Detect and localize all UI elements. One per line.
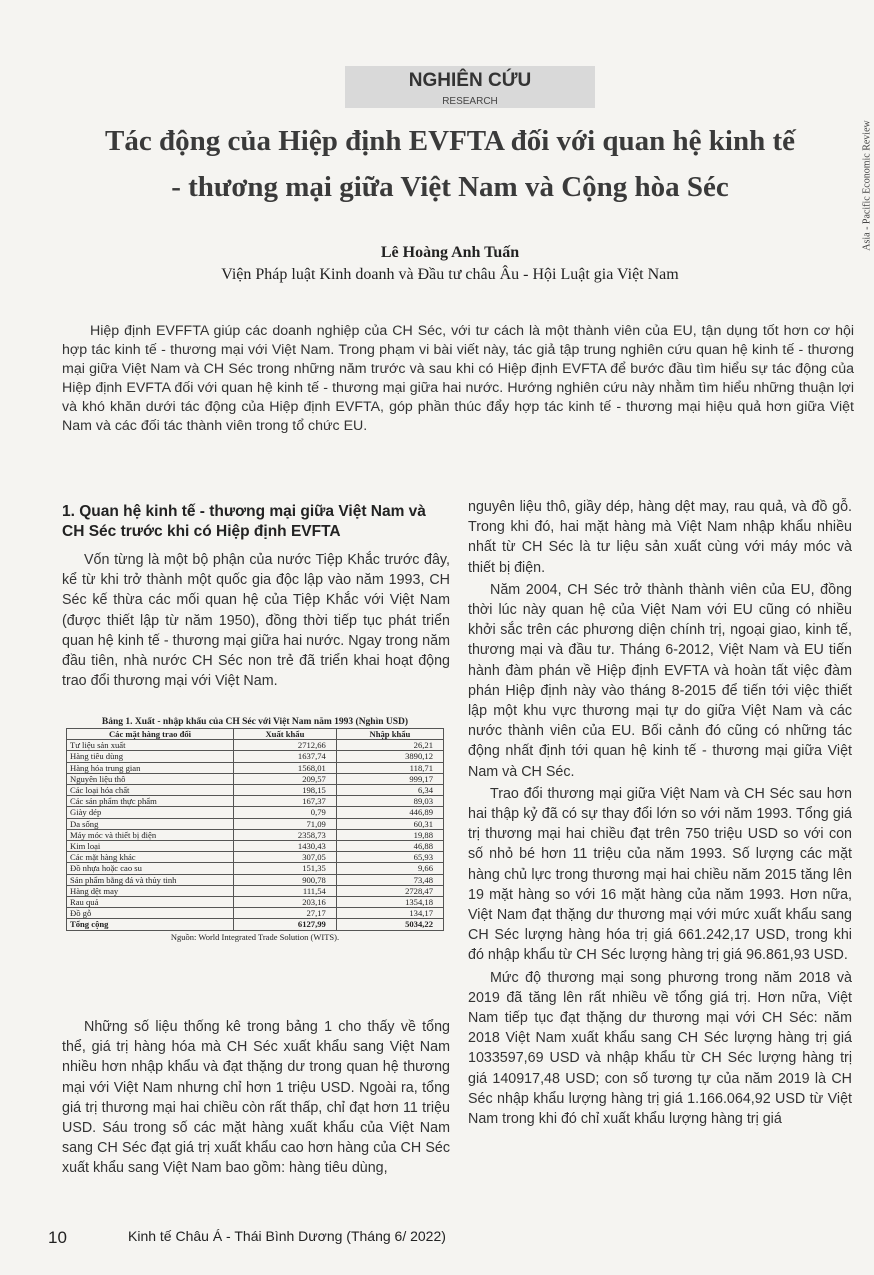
import-cell: 6,34 [336, 785, 443, 796]
paragraph: Mức độ thương mại song phương trong năm 2018 và 2019 đã tăng lên rất nhiều về tổng giá trị. Hơn nữa, Việt Nam tiếp tục đạt thặng dư thương mại với CH Séc: năm 2018 Việt Nam xuất khẩu sang CH Séc lượng hàng trị giá 1033597,69 USD và nhập khẩu từ CH Séc lượng hàng trị giá 140917,48 USD; con số tương tự của năm 2019 là CH Séc nhập khẩu lượng hàng trị giá 1.166.064,92 USD từ Việt Nam trong khi đó chỉ xuất khẩu lượng hàng trị giá [468, 969, 852, 1128]
product-cell: Hàng hóa trung gian [67, 762, 234, 773]
total-value-cell: 5034,22 [336, 919, 443, 930]
product-cell: Kim loại [67, 841, 234, 852]
export-cell: 151,35 [234, 863, 337, 874]
product-cell: Các mặt hàng khác [67, 852, 234, 863]
table-row [67, 908, 444, 919]
export-cell: 1637,74 [234, 751, 337, 762]
export-cell: 307,05 [234, 852, 337, 863]
export-cell: 203,16 [234, 897, 337, 908]
import-cell: 46,88 [336, 841, 443, 852]
total-value-cell: 6127,99 [234, 919, 337, 930]
table-row [67, 897, 444, 908]
product-cell: Các sản phẩm thực phẩm [67, 796, 234, 807]
product-cell: Sản phẩm bằng đá và thủy tinh [67, 874, 234, 885]
table-source: Nguồn: World Integrated Trade Solution (WITS). [170, 931, 340, 942]
import-cell: 65,93 [336, 852, 443, 863]
table-1 [66, 717, 444, 942]
paragraph: nguyên liệu thô, giầy dép, hàng dệt may, rau quả, và đồ gỗ. Trong khi đó, hai mặt hàng mà Việt Nam nhập khẩu nhiều nhất từ CH Séc là tư liệu sản xuất cùng với máy móc và thiết bị điện. [468, 499, 852, 576]
export-cell: 27,17 [234, 908, 337, 919]
export-cell: 167,37 [234, 796, 337, 807]
table-row [67, 807, 444, 818]
section-label: NGHIÊN CỨU [408, 70, 532, 91]
paragraph: Năm 2004, CH Séc trở thành thành viên của EU, đồng thời lúc này quan hệ của Việt Nam với EU cũng có nhiều khởi sắc trên các phương diện chính trị, ngoại giao, kinh tế, thương mại và đầu tư. Tháng 6-2012, Việt Nam và EU tiến hành đàm phán về Hiệp định EVFTA và hoàn tất việc đàm phán Hiệp định này vào tháng 8-2015 để tiến tới việc thiết lập một khu vực thương mại tự do giữa Việt Nam và các nước thành viên của EU. Bối cảnh đó cũng có những tác động nhất định tới quan hệ kinh tế - thương mại giữa Việt Nam và CH Séc. [468, 581, 852, 780]
footer-journal: Kinh tế Châu Á - Thái Bình Dương (Tháng 6/ 2022) [128, 1228, 446, 1244]
table-header-cell: Các mặt hàng trao đổi [67, 729, 234, 740]
page-number: 10 [48, 1228, 67, 1247]
title-line-2: - thương mại giữa Việt Nam và Cộng hòa Séc [171, 171, 729, 203]
section-sublabel: RESEARCH [442, 96, 498, 107]
export-cell: 1430,43 [234, 841, 337, 852]
table-row [67, 751, 444, 762]
left-column-block-2 [62, 1017, 450, 1181]
author-name: Lê Hoàng Anh Tuấn [380, 244, 520, 261]
product-cell: Hàng dệt may [67, 885, 234, 896]
table-row [67, 829, 444, 840]
author-affiliation: Viện Pháp luật Kinh doanh và Đầu tư châu Âu - Hội Luật gia Việt Nam [221, 266, 679, 283]
paragraph: Những số liệu thống kê trong bảng 1 cho thấy về tổng thể, giá trị hàng hóa mà CH Séc xuất khẩu sang Việt Nam nhiều hơn nhập khẩu và đạt thặng dư trong quan hệ thương mại với Việt Nam nhưng chỉ hơn 1 triệu USD. Ngoài ra, tổng giá trị thương mại hai chiều còn rất thấp, chỉ đạt hơn 11 triệu USD. Sáu trong số các mặt hàng xuất khẩu của Việt Nam sang CH Séc đạt giá trị xuất khẩu cao hơn hàng của CH Séc xuất khẩu sang Việt Nam bao gồm: hàng tiêu dùng, [62, 1019, 450, 1177]
import-cell: 134,17 [336, 908, 443, 919]
import-cell: 2728,47 [336, 885, 443, 896]
product-cell: Giày dép [67, 807, 234, 818]
table-row [67, 762, 444, 773]
total-label-cell: Tổng cộng [67, 919, 234, 930]
right-column [468, 497, 852, 1131]
table-row [67, 852, 444, 863]
import-cell: 60,31 [336, 818, 443, 829]
paragraph: Trao đổi thương mại giữa Việt Nam và CH Séc sau hơn hai thập kỷ đã có sự thay đổi lớn so với năm 1993. Tổng giá trị thương mại hai chiều đạt trên 750 triệu USD so với con số nhỏ bé hơn 11 triệu của năm 1993. Số lượng các mặt hàng chủ lực trong thương mại hai chiều năm 2015 tăng lên 19 mặt hàng so với 16 mặt hàng của năm 1993. Hơn nữa, Việt Nam đạt thặng dư thương mại với mức xuất khẩu sang CH Séc lượng hàng hóa trị giá 661.242,17 USD, trong khi đó nhập khẩu từ CH Séc lượng hàng trị giá 96.861,93 USD. [468, 785, 852, 964]
abstract-text: Hiệp định EVFFTA giúp các doanh nghiệp của CH Séc, với tư cách là một thành viên của EU, tận dụng tốt hơn cơ hội hợp tác kinh tế - thương mại với Việt Nam. Trong phạm vi bài viết này, tác giả tập trung nghiên cứu quan hệ kinh tế - thương mại giữa Việt Nam và CH Séc trong những năm trước và sau khi có Hiệp định EVFTA để bước đầu tìm hiểu sự tác động của Hiệp định EVFTA đối với quan hệ kinh tế - thương mại giữa hai nước. Hướng nghiên cứu này nhằm tìm hiểu những thuận lợi và khó khăn dưới tác động của Hiệp định EVFTA, góp phần thúc đẩy hợp tác kinh tế - thương mại hiệu quả hơn giữa Việt Nam và các đối tác thành viên trong tổ chức EU. [62, 323, 854, 434]
product-cell: Rau quả [67, 897, 234, 908]
import-cell: 446,89 [336, 807, 443, 818]
export-cell: 2358,73 [234, 829, 337, 840]
import-cell: 89,03 [336, 796, 443, 807]
import-cell: 26,21 [336, 740, 443, 751]
table-row [67, 841, 444, 852]
left-column-block-1 [62, 550, 450, 693]
import-cell: 9,66 [336, 863, 443, 874]
table-header-cell: Nhập khẩu [336, 729, 443, 740]
table-row [67, 818, 444, 829]
export-cell: 0,79 [234, 807, 337, 818]
table-body [67, 740, 444, 930]
export-cell: 111,54 [234, 885, 337, 896]
import-cell: 19,88 [336, 829, 443, 840]
export-cell: 2712,66 [234, 740, 337, 751]
sidebar-journal-text: Asia - Pacific Economic Review [861, 120, 873, 251]
table-row [67, 740, 444, 751]
article-title [40, 118, 860, 210]
section-heading: 1. Quan hệ kinh tế - thương mại giữa Việt Nam và CH Séc trước khi có Hiệp định EVFTA [62, 503, 426, 540]
export-cell: 71,09 [234, 818, 337, 829]
product-cell: Đồ gỗ [67, 908, 234, 919]
table-row [67, 796, 444, 807]
export-cell: 1568,01 [234, 762, 337, 773]
export-cell: 209,57 [234, 773, 337, 784]
table-caption: Bảng 1. Xuất - nhập khẩu của CH Séc với Việt Nam năm 1993 (Nghìn USD) [101, 717, 409, 727]
table-header-cell: Xuất khẩu [234, 729, 337, 740]
table-row [67, 773, 444, 784]
trade-table [66, 728, 444, 931]
table-header-row [67, 729, 444, 740]
import-cell: 73,48 [336, 874, 443, 885]
product-cell: Da sống [67, 818, 234, 829]
title-line-1: Tác động của Hiệp định EVFTA đối với quan hệ kinh tế [105, 125, 795, 157]
table-row [67, 874, 444, 885]
table-row [67, 785, 444, 796]
product-cell: Nguyên liệu thô [67, 773, 234, 784]
table-total-row [67, 919, 444, 930]
product-cell: Máy móc và thiết bị điện [67, 829, 234, 840]
table-row [67, 863, 444, 874]
import-cell: 999,17 [336, 773, 443, 784]
paragraph: Vốn từng là một bộ phận của nước Tiệp Khắc trước đây, kể từ khi trở thành một quốc gia độc lập vào năm 1993, CH Séc kế thừa các mối quan hệ của Tiệp Khắc với Việt Nam (được thiết lập từ năm 1950), đồng thời tiếp tục phát triển quan hệ kinh tế - thương mại giữa hai nước. Ngay trong năm đầu tiên, nhà nước CH Séc non trẻ đã triển khai hoạt động trao đổi thương mại với Việt Nam. [62, 552, 450, 690]
import-cell: 3890,12 [336, 751, 443, 762]
product-cell: Đồ nhựa hoặc cao su [67, 863, 234, 874]
product-cell: Tư liệu sản xuất [67, 740, 234, 751]
export-cell: 198,15 [234, 785, 337, 796]
export-cell: 900,78 [234, 874, 337, 885]
product-cell: Các loại hóa chất [67, 785, 234, 796]
table-row [67, 885, 444, 896]
import-cell: 1354,18 [336, 897, 443, 908]
import-cell: 118,71 [336, 762, 443, 773]
abstract [62, 322, 854, 435]
product-cell: Hàng tiêu dùng [67, 751, 234, 762]
